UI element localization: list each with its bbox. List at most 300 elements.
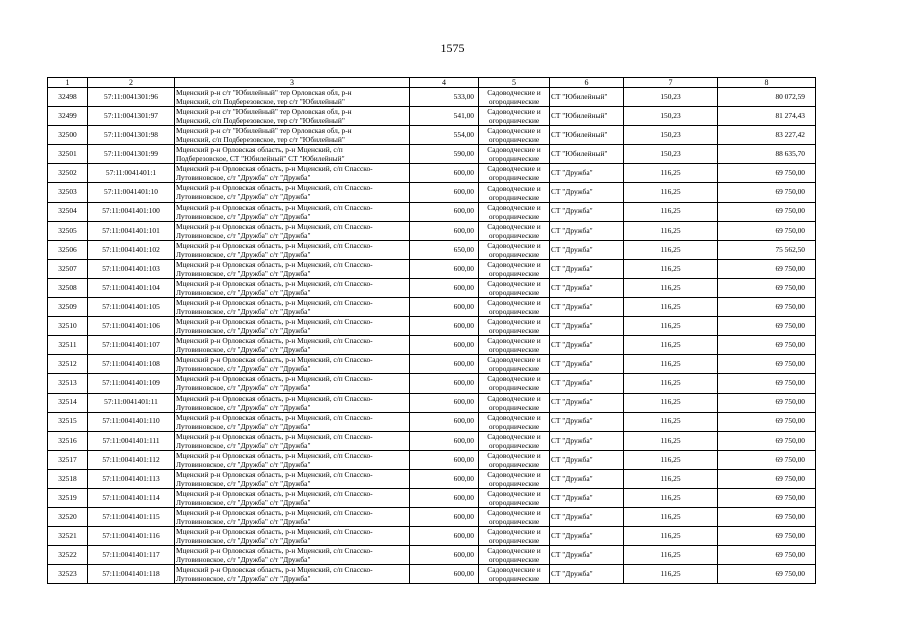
specific-value-cell: 116,25 — [624, 221, 718, 240]
table-row — [48, 126, 816, 145]
address-line: Мценский р-н Орловская область, р-н Мценский, с/п Спасско- — [176, 546, 373, 556]
land-use-line: огороднические — [488, 402, 540, 412]
address-line: Мценский р-н Орловская область, р-н Мценский, с/п Спасско- — [176, 450, 373, 460]
specific-value-cell: 116,25 — [624, 488, 718, 507]
area-cell: 600,00 — [410, 317, 479, 336]
area-cell: 600,00 — [410, 221, 479, 240]
cadastral-value-table — [47, 77, 816, 584]
address-cell — [175, 298, 410, 317]
area-cell: 600,00 — [410, 565, 479, 584]
land-use-cell — [479, 183, 550, 202]
cadastral-number-cell: 57:11:0041401:10 — [88, 183, 175, 202]
land-use-line: огороднические — [488, 555, 540, 565]
land-use-line: огороднические — [488, 230, 540, 240]
land-use-line: Садоводческие и — [487, 374, 541, 384]
address-line: Мценский р-н с/т "Юбилейный" тер Орловская обл, р-н — [176, 88, 352, 97]
land-use-line: огороднические — [488, 364, 540, 374]
organization-cell: СТ "Юбилейный" — [550, 88, 624, 107]
organization-cell: СТ "Дружба" — [550, 336, 624, 355]
area-cell: 600,00 — [410, 546, 479, 565]
organization-cell: СТ "Дружба" — [550, 488, 624, 507]
record-number-cell: 32513 — [48, 374, 88, 393]
address-line: Лутовиновское, с/т "Дружба" с/т "Дружба" — [176, 478, 311, 488]
organization-cell: СТ "Дружба" — [550, 527, 624, 546]
address-line: Лутовиновское, с/т "Дружба" с/т "Дружба" — [176, 230, 311, 240]
land-use-cell — [479, 202, 550, 221]
cadastral-value-cell: 69 750,00 — [718, 546, 816, 565]
land-use-line: огороднические — [488, 536, 540, 546]
address-cell — [175, 183, 410, 202]
land-use-line: Садоводческие и — [487, 164, 541, 174]
record-number-cell: 32517 — [48, 450, 88, 469]
record-number-cell: 32511 — [48, 336, 88, 355]
land-use-cell — [479, 298, 550, 317]
column-header: 4 — [410, 78, 479, 88]
cadastral-value-cell: 69 750,00 — [718, 374, 816, 393]
land-use-line: огороднические — [488, 116, 540, 126]
table-row — [48, 145, 816, 164]
table-row — [48, 221, 816, 240]
land-use-line: Садоводческие и — [487, 489, 541, 499]
cadastral-number-cell: 57:11:0041401:114 — [88, 488, 175, 507]
page-number: 1575 — [440, 41, 465, 55]
address-line: Лутовиновское, с/т "Дружба" с/т "Дружба" — [176, 383, 311, 393]
address-line: Лутовиновское, с/т "Дружба" с/т "Дружба" — [176, 402, 311, 412]
record-number-cell: 32514 — [48, 393, 88, 412]
area-cell: 600,00 — [410, 450, 479, 469]
cadastral-value-cell: 69 750,00 — [718, 431, 816, 450]
record-number-cell: 32519 — [48, 488, 88, 507]
address-line: Мценский р-н Орловская область, р-н Мценский, с/п Спасско- — [176, 336, 373, 346]
address-cell — [175, 412, 410, 431]
cadastral-value-cell: 69 750,00 — [718, 393, 816, 412]
land-use-cell — [479, 431, 550, 450]
cadastral-number-cell: 57:11:0041401:113 — [88, 469, 175, 488]
land-use-line: Садоводческие и — [487, 317, 541, 327]
address-line: Мценский р-н Орловская область, р-н Мценский, с/п Спасско- — [176, 488, 373, 498]
land-use-line: Садоводческие и — [487, 183, 541, 193]
address-line: Лутовиновское, с/т "Дружба" с/т "Дружба" — [176, 497, 311, 507]
land-use-line: огороднические — [488, 440, 540, 450]
land-use-line: Садоводческие и — [487, 355, 541, 365]
cadastral-number-cell: 57:11:0041401:104 — [88, 278, 175, 297]
land-use-cell — [479, 164, 550, 183]
table-row — [48, 88, 816, 107]
address-line: Лутовиновское, с/т "Дружба" с/т "Дружба" — [176, 536, 311, 546]
address-cell — [175, 393, 410, 412]
cadastral-number-cell: 57:11:0041401:103 — [88, 259, 175, 278]
address-line: Мценский, с/п Подберезовское, тер с/т "Юбилейный" — [176, 135, 345, 145]
organization-cell: СТ "Дружба" — [550, 298, 624, 317]
specific-value-cell: 116,25 — [624, 183, 718, 202]
record-number-cell: 32518 — [48, 469, 88, 488]
cadastral-value-cell: 69 750,00 — [718, 488, 816, 507]
address-line: Лутовиновское, с/т "Дружба" с/т "Дружба" — [176, 173, 311, 183]
land-use-line: Садоводческие и — [487, 107, 541, 117]
record-number-cell: 32523 — [48, 565, 88, 584]
area-cell: 600,00 — [410, 488, 479, 507]
cadastral-value-cell: 75 562,50 — [718, 240, 816, 259]
column-number-header-row — [48, 78, 816, 88]
organization-cell: СТ "Юбилейный" — [550, 107, 624, 126]
record-number-cell: 32522 — [48, 546, 88, 565]
table-row — [48, 527, 816, 546]
organization-cell: СТ "Юбилейный" — [550, 145, 624, 164]
specific-value-cell: 116,25 — [624, 450, 718, 469]
area-cell: 600,00 — [410, 431, 479, 450]
cadastral-value-cell: 69 750,00 — [718, 164, 816, 183]
specific-value-cell: 116,25 — [624, 298, 718, 317]
table-row — [48, 317, 816, 336]
table-row — [48, 259, 816, 278]
address-line: Лутовиновское, с/т "Дружба" с/т "Дружба" — [176, 459, 311, 469]
land-use-line: огороднические — [488, 173, 540, 183]
address-line: Мценский р-н Орловская область, р-н Мценский, с/п Спасско- — [176, 259, 373, 269]
land-use-line: Садоводческие и — [487, 278, 541, 288]
address-cell — [175, 221, 410, 240]
land-use-line: огороднические — [488, 326, 540, 336]
land-use-line: Садоводческие и — [487, 469, 541, 479]
address-cell — [175, 317, 410, 336]
cadastral-number-cell: 57:11:0041401:105 — [88, 298, 175, 317]
area-cell: 650,00 — [410, 240, 479, 259]
cadastral-value-cell: 69 750,00 — [718, 202, 816, 221]
cadastral-value-cell: 69 750,00 — [718, 298, 816, 317]
table-row — [48, 202, 816, 221]
cadastral-value-cell: 69 750,00 — [718, 450, 816, 469]
land-use-line: Садоводческие и — [487, 88, 541, 98]
land-use-cell — [479, 221, 550, 240]
address-line: Мценский р-н с/т "Юбилейный" тер Орловская обл, р-н — [176, 107, 352, 117]
address-line: Лутовиновское, с/т "Дружба" с/т "Дружба" — [176, 440, 311, 450]
address-cell — [175, 565, 410, 584]
cadastral-number-cell: 57:11:0041401:100 — [88, 202, 175, 221]
organization-cell: СТ "Дружба" — [550, 546, 624, 565]
address-line: Лутовиновское, с/т "Дружба" с/т "Дружба" — [176, 307, 311, 317]
table-row — [48, 469, 816, 488]
address-line: Лутовиновское, с/т "Дружба" с/т "Дружба" — [176, 555, 311, 565]
cadastral-value-cell: 81 274,43 — [718, 107, 816, 126]
cadastral-number-cell: 57:11:0041401:109 — [88, 374, 175, 393]
land-use-cell — [479, 107, 550, 126]
address-cell — [175, 508, 410, 527]
column-header: 8 — [718, 78, 816, 88]
address-line: Лутовиновское, с/т "Дружба" с/т "Дружба" — [176, 364, 311, 374]
land-use-line: Садоводческие и — [487, 298, 541, 308]
area-cell: 600,00 — [410, 259, 479, 278]
organization-cell: СТ "Дружба" — [550, 183, 624, 202]
address-line: Лутовиновское, с/т "Дружба" с/т "Дружба" — [176, 192, 311, 202]
land-use-cell — [479, 450, 550, 469]
record-number-cell: 32499 — [48, 107, 88, 126]
organization-cell: СТ "Дружба" — [550, 259, 624, 278]
land-use-cell — [479, 527, 550, 546]
column-header: 6 — [550, 78, 624, 88]
cadastral-number-cell: 57:11:0041301:99 — [88, 145, 175, 164]
land-use-cell — [479, 469, 550, 488]
land-use-line: огороднические — [488, 192, 540, 202]
address-cell — [175, 355, 410, 374]
cadastral-number-cell: 57:11:0041401:106 — [88, 317, 175, 336]
record-number-cell: 32505 — [48, 221, 88, 240]
record-number-cell: 32508 — [48, 278, 88, 297]
cadastral-value-cell: 69 750,00 — [718, 355, 816, 374]
record-number-cell: 32502 — [48, 164, 88, 183]
cadastral-number-cell: 57:11:0041401:111 — [88, 431, 175, 450]
address-cell — [175, 374, 410, 393]
land-use-line: огороднические — [488, 574, 540, 584]
land-use-cell — [479, 336, 550, 355]
cadastral-number-cell: 57:11:0041401:108 — [88, 355, 175, 374]
area-cell: 600,00 — [410, 527, 479, 546]
address-cell — [175, 145, 410, 164]
land-use-line: Садоводческие и — [487, 336, 541, 346]
cadastral-number-cell: 57:11:0041401:115 — [88, 508, 175, 527]
table-row — [48, 107, 816, 126]
address-cell — [175, 164, 410, 183]
land-use-line: Садоводческие и — [487, 126, 541, 136]
address-line: Лутовиновское, с/т "Дружба" с/т "Дружба" — [176, 211, 311, 221]
cadastral-number-cell: 57:11:0041401:116 — [88, 527, 175, 546]
cadastral-value-cell: 88 635,70 — [718, 145, 816, 164]
land-use-line: огороднические — [488, 268, 540, 278]
organization-cell: СТ "Дружба" — [550, 565, 624, 584]
table-row — [48, 508, 816, 527]
land-use-line: Садоводческие и — [487, 565, 541, 575]
cadastral-number-cell: 57:11:0041301:96 — [88, 88, 175, 107]
specific-value-cell: 150,23 — [624, 107, 718, 126]
table-row — [48, 183, 816, 202]
address-line: Лутовиновское, с/т "Дружба" с/т "Дружба" — [176, 574, 311, 584]
area-cell: 600,00 — [410, 278, 479, 297]
address-line: Мценский р-н Орловская область, р-н Мценский, с/п Спасско- — [176, 240, 373, 250]
specific-value-cell: 116,25 — [624, 278, 718, 297]
address-line: Мценский р-н Орловская область, р-н Мценский, с/п Спасско- — [176, 183, 373, 193]
land-use-cell — [479, 317, 550, 336]
land-use-line: Садоводческие и — [487, 546, 541, 556]
address-line: Лутовиновское, с/т "Дружба" с/т "Дружба" — [176, 268, 311, 278]
area-cell: 600,00 — [410, 355, 479, 374]
specific-value-cell: 116,25 — [624, 431, 718, 450]
table-row — [48, 374, 816, 393]
specific-value-cell: 116,25 — [624, 317, 718, 336]
specific-value-cell: 150,23 — [624, 88, 718, 107]
land-use-line: Садоводческие и — [487, 202, 541, 212]
land-use-line: огороднические — [488, 383, 540, 393]
cadastral-value-cell: 83 227,42 — [718, 126, 816, 145]
record-number-cell: 32515 — [48, 412, 88, 431]
cadastral-number-cell: 57:11:0041401:117 — [88, 546, 175, 565]
specific-value-cell: 116,25 — [624, 527, 718, 546]
area-cell: 554,00 — [410, 126, 479, 145]
table-row — [48, 240, 816, 259]
record-number-cell: 32520 — [48, 508, 88, 527]
address-line: Мценский р-н Орловская область, р-н Мценский, с/п Спасско- — [176, 278, 373, 288]
land-use-cell — [479, 412, 550, 431]
table-row — [48, 164, 816, 183]
cadastral-number-cell: 57:11:0041401:102 — [88, 240, 175, 259]
land-use-cell — [479, 88, 550, 107]
land-use-line: огороднические — [488, 135, 540, 145]
specific-value-cell: 116,25 — [624, 546, 718, 565]
address-cell — [175, 278, 410, 297]
land-use-line: огороднические — [488, 249, 540, 259]
cadastral-value-cell: 69 750,00 — [718, 259, 816, 278]
specific-value-cell: 150,23 — [624, 145, 718, 164]
table-row — [48, 450, 816, 469]
area-cell: 600,00 — [410, 164, 479, 183]
table-row — [48, 431, 816, 450]
record-number-cell: 32506 — [48, 240, 88, 259]
address-cell — [175, 546, 410, 565]
area-cell: 600,00 — [410, 412, 479, 431]
cadastral-number-cell: 57:11:0041401:112 — [88, 450, 175, 469]
area-cell: 600,00 — [410, 393, 479, 412]
address-line: Мценский р-н Орловская область, р-н Мценский, с/п Спасско- — [176, 431, 373, 441]
address-line: Мценский р-н Орловская область, р-н Мценский, с/п Спасско- — [176, 393, 373, 403]
area-cell: 600,00 — [410, 469, 479, 488]
cadastral-value-cell: 69 750,00 — [718, 527, 816, 546]
cadastral-number-cell: 57:11:0041401:107 — [88, 336, 175, 355]
address-line: Мценский р-н Орловская область, р-н Мценский, с/п Спасско- — [176, 317, 373, 327]
organization-cell: СТ "Дружба" — [550, 164, 624, 183]
land-use-line: Садоводческие и — [487, 450, 541, 460]
land-use-line: Садоводческие и — [487, 431, 541, 441]
table-row — [48, 298, 816, 317]
address-line: Мценский р-н Орловская область, р-н Мценский, с/п Спасско- — [176, 221, 373, 231]
cadastral-number-cell: 57:11:0041401:118 — [88, 565, 175, 584]
cadastral-value-cell: 69 750,00 — [718, 278, 816, 297]
area-cell: 590,00 — [410, 145, 479, 164]
land-use-line: Садоводческие и — [487, 527, 541, 537]
cadastral-number-cell: 57:11:0041301:98 — [88, 126, 175, 145]
address-line: Мценский р-н Орловская область, р-н Мценский, с/п Спасско- — [176, 469, 373, 479]
record-number-cell: 32500 — [48, 126, 88, 145]
cadastral-number-cell: 57:11:0041301:97 — [88, 107, 175, 126]
table-row — [48, 278, 816, 297]
organization-cell: СТ "Дружба" — [550, 317, 624, 336]
land-use-line: огороднические — [488, 211, 540, 221]
area-cell: 600,00 — [410, 336, 479, 355]
land-use-cell — [479, 259, 550, 278]
land-use-line: огороднические — [488, 459, 540, 469]
table-row — [48, 565, 816, 584]
land-use-cell — [479, 488, 550, 507]
organization-cell: СТ "Дружба" — [550, 431, 624, 450]
land-use-line: Садоводческие и — [487, 412, 541, 422]
specific-value-cell: 116,25 — [624, 508, 718, 527]
organization-cell: СТ "Юбилейный" — [550, 126, 624, 145]
land-use-line: огороднические — [488, 478, 540, 488]
land-use-line: огороднические — [488, 345, 540, 355]
column-header: 5 — [479, 78, 550, 88]
address-line: Мценский р-н Орловская область, р-н Мценский, с/п Спасско- — [176, 565, 373, 575]
land-use-cell — [479, 355, 550, 374]
record-number-cell: 32501 — [48, 145, 88, 164]
address-cell — [175, 450, 410, 469]
cadastral-number-cell: 57:11:0041401:11 — [88, 393, 175, 412]
table-row — [48, 488, 816, 507]
land-use-cell — [479, 546, 550, 565]
specific-value-cell: 116,25 — [624, 164, 718, 183]
land-use-line: Садоводческие и — [487, 508, 541, 518]
column-header: 7 — [624, 78, 718, 88]
address-line: Мценский р-н Орловская область, р-н Мценский, с/п Спасско- — [176, 298, 373, 308]
area-cell: 600,00 — [410, 202, 479, 221]
land-use-cell — [479, 145, 550, 164]
address-cell — [175, 240, 410, 259]
cadastral-number-cell: 57:11:0041401:1 — [88, 164, 175, 183]
cadastral-value-cell: 69 750,00 — [718, 412, 816, 431]
land-use-line: Садоводческие и — [487, 145, 541, 155]
address-cell — [175, 107, 410, 126]
specific-value-cell: 116,25 — [624, 393, 718, 412]
address-line: Лутовиновское, с/т "Дружба" с/т "Дружба" — [176, 287, 311, 297]
table-body — [48, 78, 816, 584]
address-cell — [175, 488, 410, 507]
organization-cell: СТ "Дружба" — [550, 412, 624, 431]
land-use-line: огороднические — [488, 154, 540, 164]
address-cell — [175, 469, 410, 488]
organization-cell: СТ "Дружба" — [550, 393, 624, 412]
land-use-line: огороднические — [488, 307, 540, 317]
address-cell — [175, 88, 410, 107]
cadastral-value-cell: 69 750,00 — [718, 317, 816, 336]
land-use-cell — [479, 508, 550, 527]
address-line: Мценский р-н Орловская область, р-н Мценский, с/п Спасско- — [176, 202, 373, 212]
address-line: Лутовиновское, с/т "Дружба" с/т "Дружба" — [176, 249, 311, 259]
address-line: Мценский р-н Орловская область, р-н Мценский, с/п Спасско- — [176, 164, 373, 174]
land-use-cell — [479, 565, 550, 584]
land-use-cell — [479, 374, 550, 393]
cadastral-value-cell: 69 750,00 — [718, 565, 816, 584]
land-use-cell — [479, 393, 550, 412]
address-cell — [175, 259, 410, 278]
record-number-cell: 32504 — [48, 202, 88, 221]
address-cell — [175, 202, 410, 221]
address-line: Мценский р-н Орловская область, р-н Мценский, с/п Спасско- — [176, 374, 373, 384]
record-number-cell: 32507 — [48, 259, 88, 278]
area-cell: 533,00 — [410, 88, 479, 107]
record-number-cell: 32516 — [48, 431, 88, 450]
address-cell — [175, 527, 410, 546]
organization-cell: СТ "Дружба" — [550, 221, 624, 240]
organization-cell: СТ "Дружба" — [550, 240, 624, 259]
cadastral-value-cell: 69 750,00 — [718, 336, 816, 355]
address-line: Мценский р-н Орловская область, р-н Мценский, с/п Спасско- — [176, 355, 373, 365]
land-use-line: Садоводческие и — [487, 240, 541, 250]
organization-cell: СТ "Дружба" — [550, 374, 624, 393]
area-cell: 600,00 — [410, 508, 479, 527]
address-cell — [175, 126, 410, 145]
address-line: Лутовиновское, с/т "Дружба" с/т "Дружба" — [176, 421, 311, 431]
land-use-line: огороднические — [488, 97, 540, 107]
land-use-line: Садоводческие и — [487, 259, 541, 269]
specific-value-cell: 116,25 — [624, 355, 718, 374]
specific-value-cell: 116,25 — [624, 469, 718, 488]
cadastral-value-cell: 69 750,00 — [718, 469, 816, 488]
cadastral-value-cell: 69 750,00 — [718, 183, 816, 202]
land-use-line: огороднические — [488, 498, 540, 508]
land-use-line: огороднические — [488, 287, 540, 297]
specific-value-cell: 116,25 — [624, 240, 718, 259]
record-number-cell: 32521 — [48, 527, 88, 546]
table-row — [48, 412, 816, 431]
table-row — [48, 336, 816, 355]
column-header: 1 — [48, 78, 88, 88]
specific-value-cell: 116,25 — [624, 202, 718, 221]
land-use-line: Садоводческие и — [487, 221, 541, 231]
